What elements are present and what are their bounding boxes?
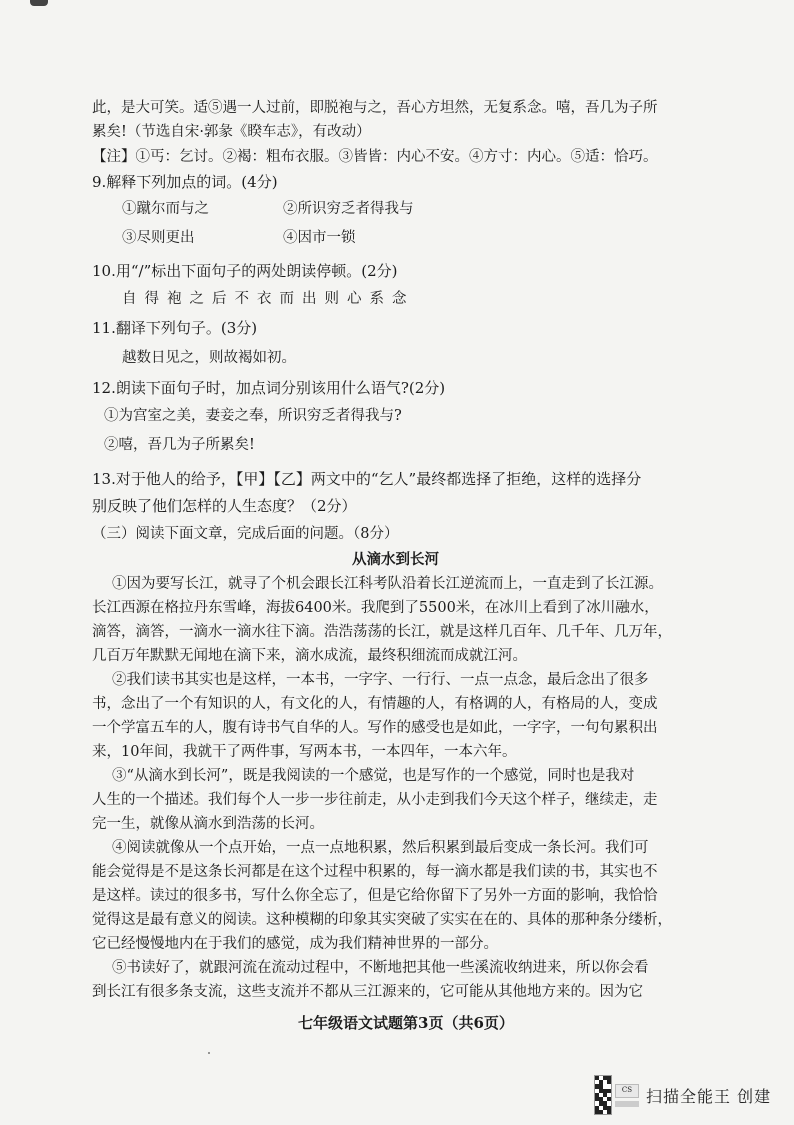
question-11-sentence: 越数日见之，则故褐如初。 [122,350,296,366]
annotation-line: 【注】①丐：乞讨。②褐：粗布衣服。③皆皆：内心不安。④方寸：内心。⑤适：恰巧。 [92,149,658,165]
question-13-cont: 别反映了他们怎样的人生态度？（2分） [92,497,357,515]
question-10: 10.用“/”标出下面句子的两处朗读停顿。(2分) [92,262,398,280]
article-line: 一个学富五车的人，腹有诗书气自华的人。写作的感受也是如此，一字字，一句句累积出 [92,720,658,736]
scanner-watermark [594,1075,771,1115]
article-line: 是这样。读过的很多书，写什么你全忘了，但是它给你留下了另外一方面的影响，我恰恰 [92,888,658,904]
question-12-item-1: ①为宫室之美，妻妾之奉，所识穷乏者得我与? [104,408,402,424]
question-13: 13.对于他人的给予，【甲】【乙】两文中的“乞人”最终都选择了拒绝，这样的选择分 [92,470,642,488]
question-9-item-4: ④因市一锁 [283,230,356,246]
question-12: 12.朗读下面句子时，加点词分别该用什么语气?(2分) [92,379,446,397]
camscanner-logo-icon [615,1076,639,1114]
scan-speck [208,1052,210,1054]
camscanner-logo-text: CS [615,1084,639,1098]
article-line: 完一生，就像从滴水到浩荡的长河。 [92,816,324,832]
page-footer: 七年级语文试题第3页（共6页） [298,1014,514,1032]
article-line: ⑤书读好了，就跟河流在流动过程中，不断地把其他一些溪流收纳进来，所以你会看 [112,960,649,976]
article-line: ①因为要写长江，就寻了个机会跟长江科考队沿着长江逆流而上，一直走到了长江源。 [112,576,663,592]
qr-code-icon [594,1075,612,1115]
question-9: 9.解释下列加点的词。(4分) [92,173,278,191]
section-heading: （三）阅读下面文章，完成后面的问题。（8分） [92,526,399,542]
question-9-item-1: ①蹴尔而与之 [122,201,209,217]
passage-line: 此，是大可笑。适⑤遇一人过前，即脱袍与之，吾心方坦然，无复系念。嘻，吾几为子所 [92,100,658,116]
article-line: 几百万年默默无闻地在滴下来，滴水成流，最终积细流而成就江河。 [92,648,527,664]
article-line: 人生的一个描述。我们每个人一步一步往前走，从小走到我们今天这个样子，继续走，走 [92,792,658,808]
watermark-text: 扫描全能王 创建 [646,1086,772,1106]
article-line: 能会觉得是不是这条长河都是在这个过程中积累的，每一滴水都是我们读的书，其实也不 [92,864,658,880]
article-line: 滴答，滴答，一滴水一滴水往下滴。浩浩荡荡的长江，就是这样几百年、几千年、几万年， [92,624,672,640]
question-11: 11.翻译下列句子。(3分) [92,319,258,337]
article-line: 到长江有很多条支流，这些支流并不都从三江源来的，它可能从其他地方来的。因为它 [92,984,643,1000]
article-line: ④阅读就像从一个点开始，一点一点地积累，然后积累到最后变成一条长河。我们可 [112,840,649,856]
article-line: 书，念出了一个有知识的人，有文化的人，有情趣的人，有格调的人，有格局的人，变成 [92,696,658,712]
question-10-sentence: 自得袍之后不衣而出则心系念 [122,291,415,307]
article-line: ③“从滴水到长河”，既是我阅读的一个感觉，也是写作的一个感觉，同时也是我对 [112,768,635,784]
article-line: ②我们读书其实也是这样，一本书，一字字、一行行、一点一点念，最后念出了很多 [112,672,649,688]
question-9-item-2: ②所识穷乏者得我与 [283,201,414,217]
article-line: 长江西源在格拉丹东雪峰，海拔6400米。我爬到了5500米，在冰川上看到了冰川融水， [92,600,659,616]
scan-corner-mark [30,0,48,6]
passage-line: 累矣!（节选自宋·郭彖《睽车志》，有改动） [92,124,371,140]
question-12-item-2: ②嘻，吾几为子所累矣! [104,437,255,453]
article-line: 它已经慢慢地内在于我们的感觉，成为我们精神世界的一部分。 [92,936,498,952]
article-title: 从滴水到长河 [352,551,439,568]
question-9-item-3: ③尽则更出 [122,230,195,246]
article-line: 觉得这是最有意义的阅读。这种模糊的印象其实突破了实实在在的、具体的那种条分缕析， [92,912,672,928]
article-line: 来，10年间，我就干了两件事，写两本书，一本四年，一本六年。 [92,744,517,760]
